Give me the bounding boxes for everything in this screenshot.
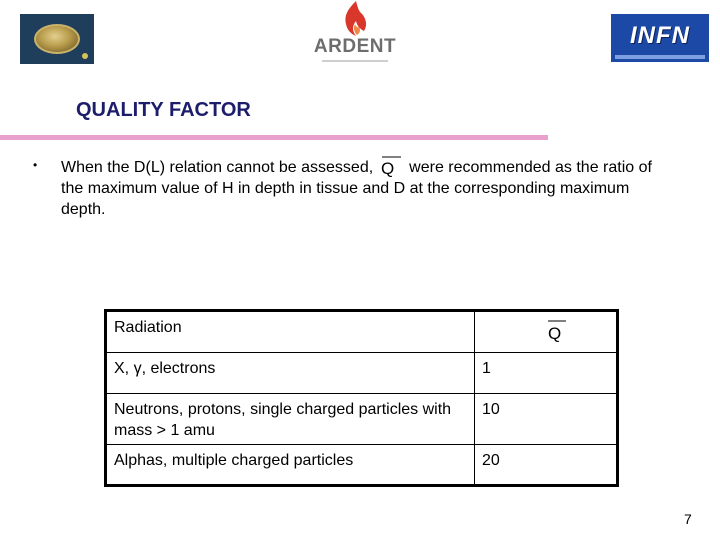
ardent-wordmark: ARDENT — [313, 36, 397, 57]
ardent-logo — [313, 0, 397, 64]
dot-icon — [82, 53, 88, 59]
q-bar-icon — [544, 317, 570, 343]
bullet-icon: • — [33, 158, 38, 172]
bullet-text-after: were recommended as the ratio of the maximum value of H in depth in tissue and D at the corresponding maximum depth. — [61, 159, 652, 218]
table-row — [106, 445, 618, 486]
header-radiation: Radiation — [106, 311, 475, 353]
q-symbol: Q — [548, 324, 562, 343]
table-row — [106, 353, 618, 394]
table-row — [106, 394, 618, 445]
q-cell: 10 — [475, 394, 618, 445]
medal-icon — [34, 24, 80, 54]
flame-icon — [338, 0, 372, 38]
q-cell: 1 — [475, 353, 618, 394]
table-header-row — [106, 311, 618, 353]
radiation-cell: Neutrons, protons, single charged particles with mass > 1 amu — [106, 394, 475, 445]
slide-title: QUALITY FACTOR — [76, 99, 251, 121]
infn-logo — [611, 14, 709, 62]
infn-tagline — [615, 55, 705, 59]
header-q — [475, 311, 618, 353]
page-number: 7 — [684, 511, 692, 527]
medal-logo — [20, 14, 94, 64]
title-underline — [0, 135, 548, 140]
radiation-cell: Alphas, multiple charged particles — [106, 445, 475, 486]
radiation-cell: X, γ, electrons — [106, 353, 475, 394]
infn-wordmark: INFN — [630, 22, 690, 49]
q-cell: 20 — [475, 445, 618, 486]
ardent-tagline — [322, 60, 388, 62]
q-symbol: Q — [381, 159, 395, 177]
q-bar-icon — [377, 155, 405, 177]
quality-factor-table — [104, 309, 619, 487]
bullet-text-before: When the D(L) relation cannot be assessed, — [61, 159, 374, 176]
bullet-text — [61, 155, 661, 220]
